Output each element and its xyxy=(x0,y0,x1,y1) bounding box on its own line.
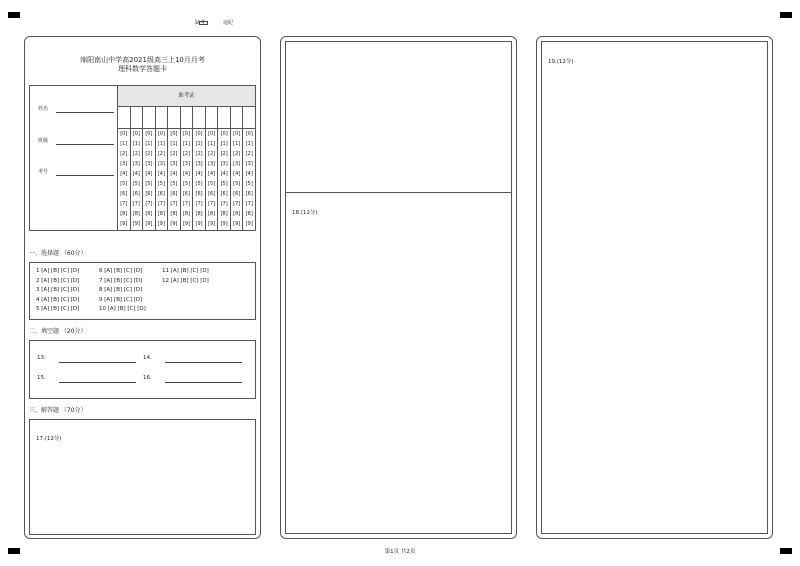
ticket-digit-bubble[interactable]: [3] xyxy=(182,161,191,167)
q15-label: 15. xyxy=(37,375,46,381)
ticket-digit-bubble[interactable]: [0] xyxy=(233,131,241,137)
q13-label: 13. xyxy=(37,355,46,361)
ticket-digit-bubble[interactable]: [3] xyxy=(208,161,216,167)
ticket-digit-bubble[interactable]: [2] xyxy=(132,151,140,157)
ticket-digit-bubble[interactable]: [9] xyxy=(220,221,228,227)
ticket-digit-bubble[interactable]: [6] xyxy=(132,191,140,197)
ticket-digit-bubble[interactable]: [6] xyxy=(245,191,253,197)
class-field[interactable] xyxy=(56,144,114,145)
ticket-digit-bubble[interactable]: [3] xyxy=(233,161,241,167)
ticket-digit-bubble[interactable]: [5] xyxy=(208,181,216,187)
ticket-column xyxy=(206,106,219,230)
violation-label: 违纪 xyxy=(223,20,234,26)
ticket-digit-bubble[interactable]: [9] xyxy=(132,221,140,227)
panel2-frame xyxy=(285,41,512,534)
choice-question[interactable]: 9 [A] [B] [C] [D] xyxy=(99,296,143,303)
ticket-digit-bubble[interactable]: [1] xyxy=(233,141,241,147)
ticket-digit-bubble[interactable]: [3] xyxy=(245,161,253,167)
ticket-digit-bubble[interactable]: [3] xyxy=(170,161,178,167)
ticket-digit-bubble[interactable]: [6] xyxy=(145,191,153,197)
q15-answer-line[interactable] xyxy=(59,382,136,383)
ticket-digit-bubble[interactable]: [4] xyxy=(120,171,128,177)
ticket-digit-write-cell[interactable] xyxy=(193,106,205,129)
ticket-digit-bubble[interactable]: [1] xyxy=(145,141,153,147)
q17-label: 17.(12分) xyxy=(36,436,62,442)
ticket-digit-write-cell[interactable] xyxy=(143,106,155,129)
q14-answer-line[interactable] xyxy=(165,362,242,363)
section-solve-heading: 三、解答题 （70分） xyxy=(29,407,87,414)
ticket-digit-bubble[interactable]: [7] xyxy=(245,201,253,207)
ticket-header: 准考证 xyxy=(118,86,255,107)
ticket-digit-bubble[interactable]: [8] xyxy=(145,211,153,217)
ticket-digit-bubble[interactable]: [5] xyxy=(157,181,165,187)
ticket-column xyxy=(168,106,181,230)
ticket-digit-bubble[interactable]: [4] xyxy=(220,171,228,177)
ticket-digit-bubble[interactable]: [5] xyxy=(233,181,241,187)
ticket-digit-bubble[interactable]: [5] xyxy=(120,181,128,187)
student-fields xyxy=(30,86,118,230)
ticket-digit-bubble[interactable]: [8] xyxy=(182,211,191,217)
ticket-digit-write-cell[interactable] xyxy=(218,106,230,129)
ticket-digit-bubble[interactable]: [9] xyxy=(195,221,203,227)
ticket-digit-grid xyxy=(118,106,255,230)
ticket-digit-bubble[interactable]: [0] xyxy=(120,131,128,137)
ticket-digit-bubble[interactable]: [7] xyxy=(220,201,228,207)
ticket-column xyxy=(156,106,169,230)
choice-question[interactable]: 4 [A] [B] [C] [D] xyxy=(36,296,80,303)
ticket-digit-bubble[interactable]: [9] xyxy=(208,221,216,227)
ticket-column xyxy=(118,106,131,230)
ticket-digit-bubble[interactable]: [0] xyxy=(208,131,216,137)
ticket-digit-bubble[interactable]: [2] xyxy=(245,151,253,157)
ticket-digit-bubble[interactable]: [3] xyxy=(157,161,165,167)
ticket-digit-bubble[interactable]: [9] xyxy=(182,221,191,227)
q17-continued-area[interactable] xyxy=(286,42,511,192)
choice-question[interactable]: 7 [A] [B] [C] [D] xyxy=(99,277,143,284)
ticket-digit-bubble[interactable]: [3] xyxy=(132,161,140,167)
exam-subtitle: 理科数学答题卡 xyxy=(118,65,167,73)
ticket-digit-bubble[interactable]: [1] xyxy=(182,141,191,147)
choice-question[interactable]: 12 [A] [B] [C] [D] xyxy=(162,277,209,284)
ticket-digit-write-cell[interactable] xyxy=(243,106,255,129)
ticket-digit-bubble[interactable]: [1] xyxy=(120,141,128,147)
ticket-digit-bubble[interactable]: [0] xyxy=(145,131,153,137)
ticket-digit-bubble[interactable]: [7] xyxy=(182,201,191,207)
ticket-digit-bubble[interactable]: [3] xyxy=(220,161,228,167)
choice-question[interactable]: 3 [A] [B] [C] [D] xyxy=(36,287,80,293)
q16-answer-line[interactable] xyxy=(165,382,242,383)
ticket-digit-bubble[interactable]: [2] xyxy=(220,151,228,157)
ticket-digit-bubble[interactable]: [2] xyxy=(182,151,191,157)
ticket-digit-bubble[interactable]: [2] xyxy=(157,151,165,157)
ticket-digit-bubble[interactable]: [7] xyxy=(208,201,216,207)
ticket-digit-bubble[interactable]: [1] xyxy=(220,141,228,147)
ticket-digit-bubble[interactable]: [1] xyxy=(245,141,253,147)
ticket-digit-bubble[interactable]: [2] xyxy=(208,151,216,157)
ticket-digit-bubble[interactable]: [3] xyxy=(145,161,153,167)
exam-title: 绵阳南山中学高2021级高三上10月月考 xyxy=(80,56,205,64)
section-fill-heading: 二、填空题 （20分） xyxy=(29,328,87,335)
ticket-digit-bubble[interactable]: [0] xyxy=(182,131,191,137)
violation-item[interactable] xyxy=(223,19,233,26)
ticket-digit-write-cell[interactable] xyxy=(156,106,168,129)
absence-legend xyxy=(195,19,233,26)
ticket-digit-bubble[interactable]: [7] xyxy=(170,201,178,207)
ticket-digit-bubble[interactable]: [8] xyxy=(120,211,128,217)
choice-question[interactable]: 11 [A] [B] [C] [D] xyxy=(162,268,209,274)
q19-answer-area[interactable] xyxy=(541,41,768,534)
class-label: 班级 xyxy=(38,138,49,144)
choice-question[interactable]: 2 [A] [B] [C] [D] xyxy=(36,277,80,284)
ticket-digit-bubble[interactable]: [2] xyxy=(120,151,128,157)
q19-label: 19.(12分) xyxy=(548,59,574,65)
ticket-digit-bubble[interactable]: [9] xyxy=(233,221,241,227)
ticket-digit-bubble[interactable]: [4] xyxy=(233,171,241,177)
ticket-digit-bubble[interactable]: [4] xyxy=(195,171,203,177)
ticket-digit-bubble[interactable]: [8] xyxy=(245,211,253,217)
violation-checkbox[interactable] xyxy=(199,21,208,25)
choice-question[interactable]: 1 [A] [B] [C] [D] xyxy=(36,268,80,274)
ticket-digit-bubble[interactable]: [7] xyxy=(233,201,241,207)
ticket-column xyxy=(218,106,231,230)
ticket-digit-bubble[interactable]: [2] xyxy=(145,151,153,157)
ticket-column xyxy=(243,106,255,230)
registration-mark-top-right xyxy=(780,12,792,18)
ticket-digit-bubble[interactable]: [8] xyxy=(220,211,228,217)
ticket-digit-bubble[interactable]: [5] xyxy=(132,181,140,187)
exam-number-field[interactable] xyxy=(56,175,114,176)
ticket-digit-write-cell[interactable] xyxy=(206,106,218,129)
ticket-digit-bubble[interactable]: [1] xyxy=(208,141,216,147)
ticket-digit-bubble[interactable]: [4] xyxy=(157,171,165,177)
ticket-digit-bubble[interactable]: [6] xyxy=(208,191,216,197)
ticket-digit-write-cell[interactable] xyxy=(181,106,193,129)
ticket-column xyxy=(131,106,144,230)
q17-answer-area[interactable] xyxy=(29,419,256,535)
ticket-digit-bubble[interactable]: [2] xyxy=(170,151,178,157)
choice-question[interactable]: 5 [A] [B] [C] [D] xyxy=(36,306,80,312)
ticket-digit-write-cell[interactable] xyxy=(231,106,243,129)
ticket-digit-bubble[interactable]: [8] xyxy=(208,211,216,217)
ticket-column xyxy=(231,106,244,230)
q18-answer-area[interactable] xyxy=(286,193,511,533)
ticket-column xyxy=(193,106,206,230)
student-info-box xyxy=(29,85,256,231)
ticket-digit-bubble[interactable]: [8] xyxy=(170,211,178,217)
q18-label: 18.(12分) xyxy=(292,210,318,216)
absent-label: 缺考 xyxy=(195,20,206,26)
choice-question[interactable]: 10 [A] [B] [C] [D] xyxy=(99,306,146,312)
ticket-digit-bubble[interactable]: [7] xyxy=(157,201,165,207)
registration-mark-top-left xyxy=(8,12,20,18)
ticket-column xyxy=(143,106,156,230)
ticket-digit-bubble[interactable]: [5] xyxy=(170,181,178,187)
ticket-digit-bubble[interactable]: [1] xyxy=(157,141,165,147)
ticket-digit-bubble[interactable]: [5] xyxy=(195,181,203,187)
ticket-digit-bubble[interactable]: [1] xyxy=(195,141,203,147)
q16-label: 16. xyxy=(143,375,152,381)
ticket-column xyxy=(181,106,194,230)
ticket-digit-bubble[interactable]: [7] xyxy=(145,201,153,207)
ticket-digit-bubble[interactable]: [1] xyxy=(170,141,178,147)
ticket-digit-bubble[interactable]: [9] xyxy=(120,221,128,227)
ticket-digit-bubble[interactable]: [5] xyxy=(220,181,228,187)
answer-panel-1 xyxy=(24,36,261,539)
ticket-digit-write-cell[interactable] xyxy=(131,106,143,129)
ticket-digit-bubble[interactable]: [0] xyxy=(195,131,203,137)
ticket-digit-bubble[interactable]: [7] xyxy=(120,201,128,207)
fill-box xyxy=(29,340,256,399)
ticket-digit-bubble[interactable]: [3] xyxy=(120,161,128,167)
q13-answer-line[interactable] xyxy=(59,362,136,363)
q14-label: 14. xyxy=(143,355,152,361)
ticket-digit-bubble[interactable]: [9] xyxy=(245,221,253,227)
ticket-digit-bubble[interactable]: [4] xyxy=(132,171,140,177)
ticket-digit-bubble[interactable]: [6] xyxy=(120,191,128,197)
ticket-digit-bubble[interactable]: [2] xyxy=(233,151,241,157)
ticket-digit-bubble[interactable]: [8] xyxy=(195,211,203,217)
ticket-digit-write-cell[interactable] xyxy=(168,106,180,129)
name-field[interactable] xyxy=(56,112,114,113)
ticket-digit-bubble[interactable]: [6] xyxy=(170,191,178,197)
ticket-digit-bubble[interactable]: [4] xyxy=(145,171,153,177)
section-choice-heading: 一、选择题 （60分） xyxy=(29,250,87,257)
ticket-digit-write-cell[interactable] xyxy=(118,106,130,129)
ticket-digit-bubble[interactable]: [5] xyxy=(245,181,253,187)
ticket-digit-bubble[interactable]: [0] xyxy=(170,131,178,137)
ticket-digit-bubble[interactable]: [5] xyxy=(182,181,191,187)
ticket-digit-bubble[interactable]: [7] xyxy=(132,201,140,207)
ticket-digit-bubble[interactable]: [6] xyxy=(233,191,241,197)
choice-box xyxy=(29,262,256,320)
exam-number-label: 考号 xyxy=(38,169,49,175)
ticket-digit-bubble[interactable]: [4] xyxy=(208,171,216,177)
ticket-digit-bubble[interactable]: [6] xyxy=(157,191,165,197)
ticket-digit-bubble[interactable]: [4] xyxy=(182,171,191,177)
ticket-digit-bubble[interactable]: [4] xyxy=(170,171,178,177)
choice-question[interactable]: 8 [A] [B] [C] [D] xyxy=(99,287,143,293)
answer-panel-3 xyxy=(536,36,773,539)
ticket-digit-bubble[interactable]: [6] xyxy=(182,191,191,197)
ticket-digit-bubble[interactable]: [0] xyxy=(220,131,228,137)
ticket-digit-bubble[interactable]: [0] xyxy=(245,131,253,137)
ticket-digit-bubble[interactable]: [7] xyxy=(195,201,203,207)
ticket-digit-bubble[interactable]: [6] xyxy=(220,191,228,197)
ticket-digit-bubble[interactable]: [5] xyxy=(145,181,153,187)
ticket-digit-bubble[interactable]: [8] xyxy=(157,211,165,217)
ticket-digit-bubble[interactable]: [4] xyxy=(245,171,253,177)
ticket-digit-bubble[interactable]: [8] xyxy=(132,211,140,217)
ticket-digit-bubble[interactable]: [9] xyxy=(170,221,178,227)
ticket-digit-bubble[interactable]: [9] xyxy=(145,221,153,227)
page-footer: 第1页 共2页 xyxy=(384,549,416,555)
ticket-digit-bubble[interactable]: [9] xyxy=(157,221,165,227)
name-label: 姓名 xyxy=(38,106,49,112)
ticket-digit-bubble[interactable]: [2] xyxy=(195,151,203,157)
ticket-digit-bubble[interactable]: [1] xyxy=(132,141,140,147)
answer-panel-2 xyxy=(280,36,517,539)
ticket-digit-bubble[interactable]: [6] xyxy=(195,191,203,197)
ticket-digit-bubble[interactable]: [8] xyxy=(233,211,241,217)
ticket-digit-bubble[interactable]: [3] xyxy=(195,161,203,167)
ticket-digit-bubble[interactable]: [0] xyxy=(157,131,165,137)
choice-question[interactable]: 6 [A] [B] [C] [D] xyxy=(99,268,143,274)
ticket-digit-bubble[interactable]: [0] xyxy=(132,131,140,137)
